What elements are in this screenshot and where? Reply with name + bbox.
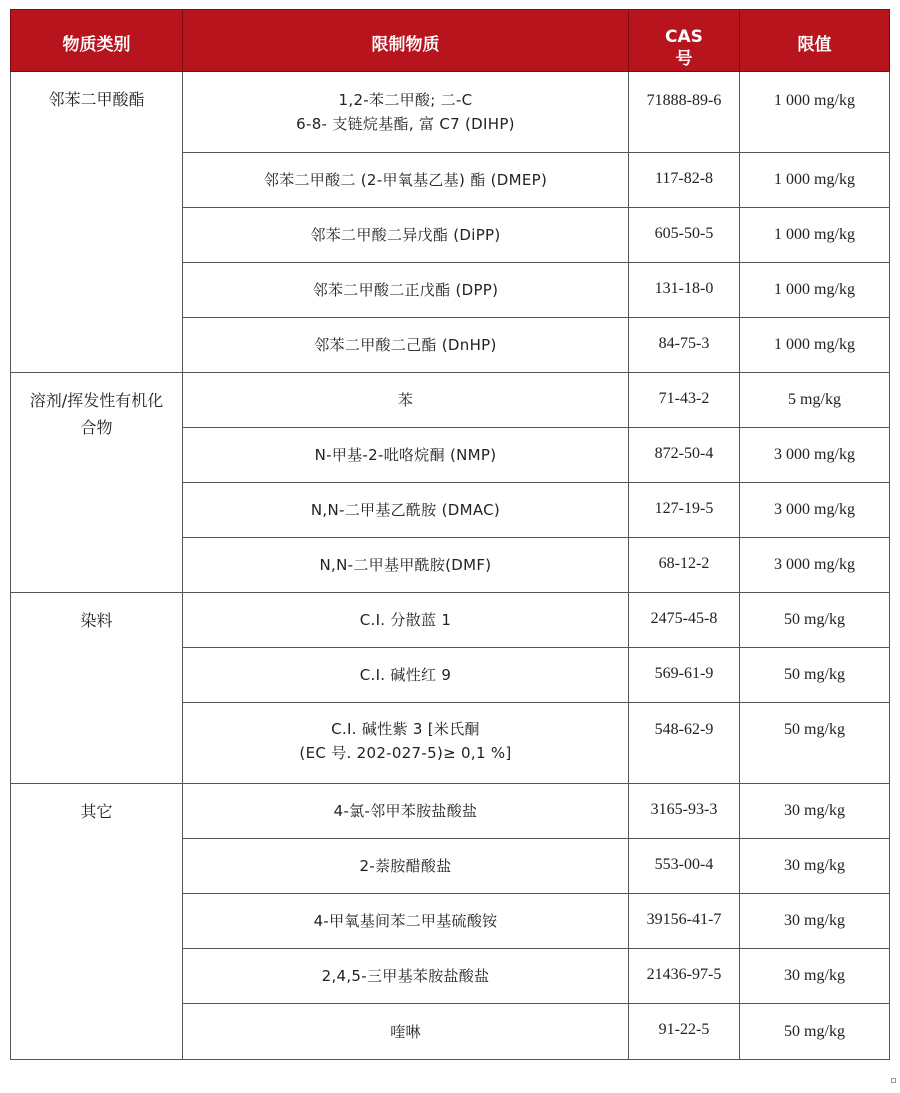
substance-cell: 4-甲氧基间苯二甲基硫酸铵: [183, 894, 629, 949]
substance-line: (EC 号. 202-027-5)≥ 0,1 %]: [299, 744, 512, 762]
cas-cell: 569-61-9: [629, 648, 740, 703]
category-cell: [11, 373, 183, 593]
cas-cell: 117-82-8: [629, 153, 740, 208]
paragraph-end-mark: [891, 1078, 896, 1083]
substance-line: C.I. 碱性紫 3 [米氏酮: [331, 720, 480, 738]
limit-cell: 1 000 mg/kg: [740, 153, 890, 208]
substance-cell: 邻苯二甲酸二异戊酯 (DiPP): [183, 208, 629, 263]
cas-cell: 84-75-3: [629, 318, 740, 373]
substance-cell: 苯: [183, 373, 629, 428]
cas-cell: 2475-45-8: [629, 593, 740, 648]
limit-cell: 30 mg/kg: [740, 784, 890, 839]
cas-cell: 71888-89-6: [629, 72, 740, 153]
header-category: 物质类别: [11, 10, 183, 72]
limit-cell: 3 000 mg/kg: [740, 428, 890, 483]
substance-line: 1,2-苯二甲酸; 二-C: [338, 91, 473, 109]
substance-cell: N,N-二甲基乙酰胺 (DMAC): [183, 483, 629, 538]
substance-line: 6-8- 支链烷基酯, 富 C7 (DIHP): [296, 115, 515, 133]
table-header-row: [11, 10, 890, 72]
header-cas-line2: 号: [675, 49, 693, 69]
limit-cell: 1 000 mg/kg: [740, 72, 890, 153]
limit-cell: 30 mg/kg: [740, 949, 890, 1004]
cas-cell: 127-19-5: [629, 483, 740, 538]
limit-cell: 1 000 mg/kg: [740, 318, 890, 373]
substance-cell: 邻苯二甲酸二正戊酯 (DPP): [183, 263, 629, 318]
substance-cell: C.I. 分散蓝 1: [183, 593, 629, 648]
table-row: [11, 593, 890, 648]
limit-cell: 30 mg/kg: [740, 839, 890, 894]
table-row: [11, 373, 890, 428]
cas-cell: 91-22-5: [629, 1004, 740, 1060]
table-row: [11, 784, 890, 839]
limit-cell: 50 mg/kg: [740, 648, 890, 703]
limit-cell: 30 mg/kg: [740, 894, 890, 949]
category-cell: 染料: [11, 593, 183, 784]
substance-cell: [183, 72, 629, 153]
limit-cell: 50 mg/kg: [740, 1004, 890, 1060]
substance-cell: 喹啉: [183, 1004, 629, 1060]
substance-cell: [183, 703, 629, 784]
category-cell: 其它: [11, 784, 183, 1060]
cas-cell: 21436-97-5: [629, 949, 740, 1004]
substance-cell: N-甲基-2-吡咯烷酮 (NMP): [183, 428, 629, 483]
header-substance: 限制物质: [183, 10, 629, 72]
substance-cell: 邻苯二甲酸二 (2-甲氧基乙基) 酯 (DMEP): [183, 153, 629, 208]
limit-cell: 3 000 mg/kg: [740, 483, 890, 538]
cas-cell: 71-43-2: [629, 373, 740, 428]
limit-cell: 3 000 mg/kg: [740, 538, 890, 593]
cas-cell: 131-18-0: [629, 263, 740, 318]
substance-cell: 邻苯二甲酸二己酯 (DnHP): [183, 318, 629, 373]
header-limit: 限值: [740, 10, 890, 72]
substance-cell: 2-萘胺醋酸盐: [183, 839, 629, 894]
cas-cell: 39156-41-7: [629, 894, 740, 949]
limit-cell: 50 mg/kg: [740, 703, 890, 784]
substance-cell: C.I. 碱性红 9: [183, 648, 629, 703]
limit-cell: 5 mg/kg: [740, 373, 890, 428]
cas-cell: 605-50-5: [629, 208, 740, 263]
substance-cell: 2,4,5-三甲基苯胺盐酸盐: [183, 949, 629, 1004]
header-cas: [629, 10, 740, 72]
limit-cell: 1 000 mg/kg: [740, 208, 890, 263]
substance-cell: 4-氯-邻甲苯胺盐酸盐: [183, 784, 629, 839]
cas-cell: 548-62-9: [629, 703, 740, 784]
limit-cell: 50 mg/kg: [740, 593, 890, 648]
cas-cell: 68-12-2: [629, 538, 740, 593]
category-line: 溶剂/挥发性有机化: [29, 391, 164, 410]
cas-cell: 3165-93-3: [629, 784, 740, 839]
limit-cell: 1 000 mg/kg: [740, 263, 890, 318]
category-cell: 邻苯二甲酸酯: [11, 72, 183, 373]
cas-cell: 553-00-4: [629, 839, 740, 894]
substance-cell: N,N-二甲基甲酰胺(DMF): [183, 538, 629, 593]
restricted-substances-table: [10, 9, 890, 1060]
category-line: 合物: [80, 418, 113, 437]
header-cas-line1: CAS: [665, 27, 703, 47]
cas-cell: 872-50-4: [629, 428, 740, 483]
table-row: [11, 72, 890, 153]
